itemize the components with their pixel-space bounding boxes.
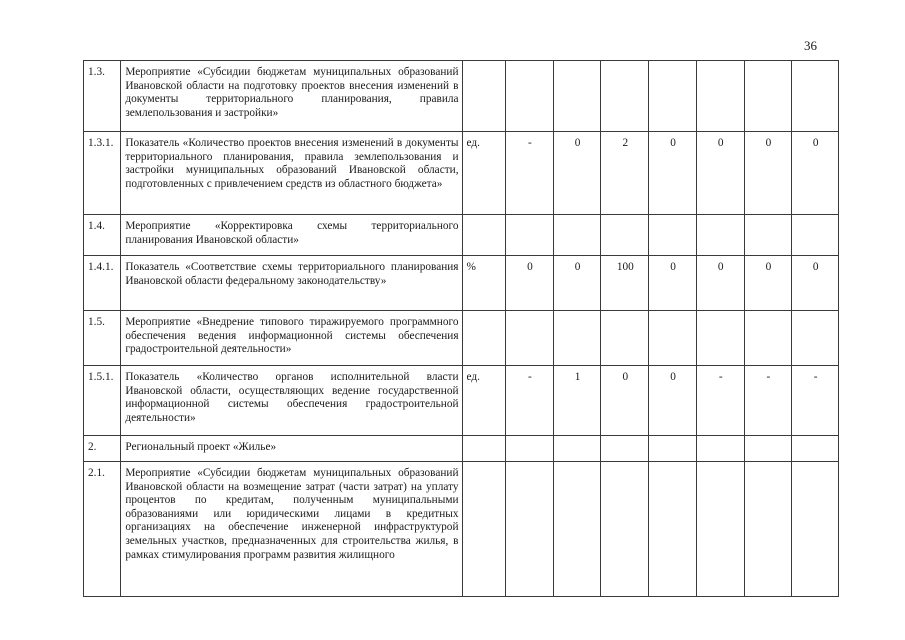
- row-value: [792, 462, 839, 597]
- row-value: 0: [601, 366, 649, 436]
- row-value: -: [506, 366, 554, 436]
- row-description: Показатель «Соответствие схемы территориального планирования Ивановской области федеральному законодательству»: [121, 256, 462, 311]
- row-value: [792, 215, 839, 256]
- row-value: [744, 462, 792, 597]
- row-value: -: [744, 366, 792, 436]
- row-number: 2.1.: [84, 462, 121, 597]
- row-value: [696, 462, 744, 597]
- row-description: Мероприятие «Внедрение типового тиражируемого программного обеспечения ведения информационной системы обеспечения градостроительной деятельности»: [121, 311, 462, 366]
- table-row: [84, 311, 839, 366]
- row-number: 2.: [84, 436, 121, 462]
- indicators-table: [83, 60, 839, 597]
- row-unit: ед.: [462, 366, 506, 436]
- row-value: 0: [506, 256, 554, 311]
- row-value: -: [696, 366, 744, 436]
- row-number: 1.4.: [84, 215, 121, 256]
- row-value: [649, 215, 697, 256]
- row-value: -: [506, 132, 554, 215]
- row-value: 0: [649, 132, 697, 215]
- row-value: [601, 462, 649, 597]
- row-value: [696, 215, 744, 256]
- row-value: [506, 436, 554, 462]
- row-value: 0: [792, 256, 839, 311]
- row-value: [649, 311, 697, 366]
- page-number: 36: [804, 38, 817, 53]
- row-value: [649, 436, 697, 462]
- table-row: [84, 436, 839, 462]
- row-value: [601, 215, 649, 256]
- row-value: [696, 61, 744, 132]
- row-value: [792, 436, 839, 462]
- table-row: [84, 256, 839, 311]
- table-row: [84, 215, 839, 256]
- row-value: [649, 61, 697, 132]
- row-value: 0: [553, 256, 601, 311]
- row-value: [696, 436, 744, 462]
- row-unit: [462, 436, 506, 462]
- row-value: [553, 436, 601, 462]
- row-value: [744, 311, 792, 366]
- row-description: Показатель «Количество проектов внесения изменений в документы территориального планирования, правила землепользования и застройки муниципальных образований Ивановской области, подготовленных с привлечением средств из областного бюджета»: [121, 132, 462, 215]
- row-value: [553, 462, 601, 597]
- row-value: [506, 61, 554, 132]
- row-value: 2: [601, 132, 649, 215]
- row-value: [744, 215, 792, 256]
- row-unit: ед.: [462, 132, 506, 215]
- row-value: 0: [649, 366, 697, 436]
- row-value: 0: [696, 256, 744, 311]
- row-value: [601, 61, 649, 132]
- row-number: 1.3.: [84, 61, 121, 132]
- row-value: [792, 311, 839, 366]
- row-value: 100: [601, 256, 649, 311]
- row-value: [506, 311, 554, 366]
- row-unit: %: [462, 256, 506, 311]
- row-value: [601, 436, 649, 462]
- table-row: [84, 61, 839, 132]
- row-value: -: [792, 366, 839, 436]
- table-row: [84, 132, 839, 215]
- row-value: [553, 311, 601, 366]
- row-value: 0: [744, 132, 792, 215]
- row-description: Региональный проект «Жилье»: [121, 436, 462, 462]
- row-value: 0: [649, 256, 697, 311]
- row-value: [744, 61, 792, 132]
- row-value: 0: [553, 132, 601, 215]
- row-value: [696, 311, 744, 366]
- row-description: Мероприятие «Субсидии бюджетам муниципальных образований Ивановской области на возмещение затрат (части затрат) на уплату процентов по кредитам, полученным муниципальными образованиями или юридическими лицами в кредитных организациях на обеспечение инженерной инфраструктурой земельных участков, предназначенных для строительства жилья, в рамках стимулирования программ развития жилищного: [121, 462, 462, 597]
- row-description: Мероприятие «Корректировка схемы территориального планирования Ивановской области»: [121, 215, 462, 256]
- row-unit: [462, 215, 506, 256]
- row-number: 1.3.1.: [84, 132, 121, 215]
- row-value: 0: [792, 132, 839, 215]
- row-value: 0: [696, 132, 744, 215]
- row-unit: [462, 61, 506, 132]
- row-value: [649, 462, 697, 597]
- row-value: [553, 215, 601, 256]
- row-value: [792, 61, 839, 132]
- row-description: Показатель «Количество органов исполнительной власти Ивановской области, осуществляющих ведение государственной информационной системы обеспечения градостроительной деятельности»: [121, 366, 462, 436]
- row-number: 1.4.1.: [84, 256, 121, 311]
- row-value: 1: [553, 366, 601, 436]
- table-row: [84, 366, 839, 436]
- row-value: [506, 462, 554, 597]
- row-value: [744, 436, 792, 462]
- row-description: Мероприятие «Субсидии бюджетам муниципальных образований Ивановской области на подготовку проектов внесения изменений в документы территориального планирования, правила землепользования и застройки»: [121, 61, 462, 132]
- table-row: [84, 462, 839, 597]
- row-unit: [462, 311, 506, 366]
- row-value: [506, 215, 554, 256]
- row-unit: [462, 462, 506, 597]
- row-number: 1.5.1.: [84, 366, 121, 436]
- row-number: 1.5.: [84, 311, 121, 366]
- row-value: [553, 61, 601, 132]
- row-value: 0: [744, 256, 792, 311]
- row-value: [601, 311, 649, 366]
